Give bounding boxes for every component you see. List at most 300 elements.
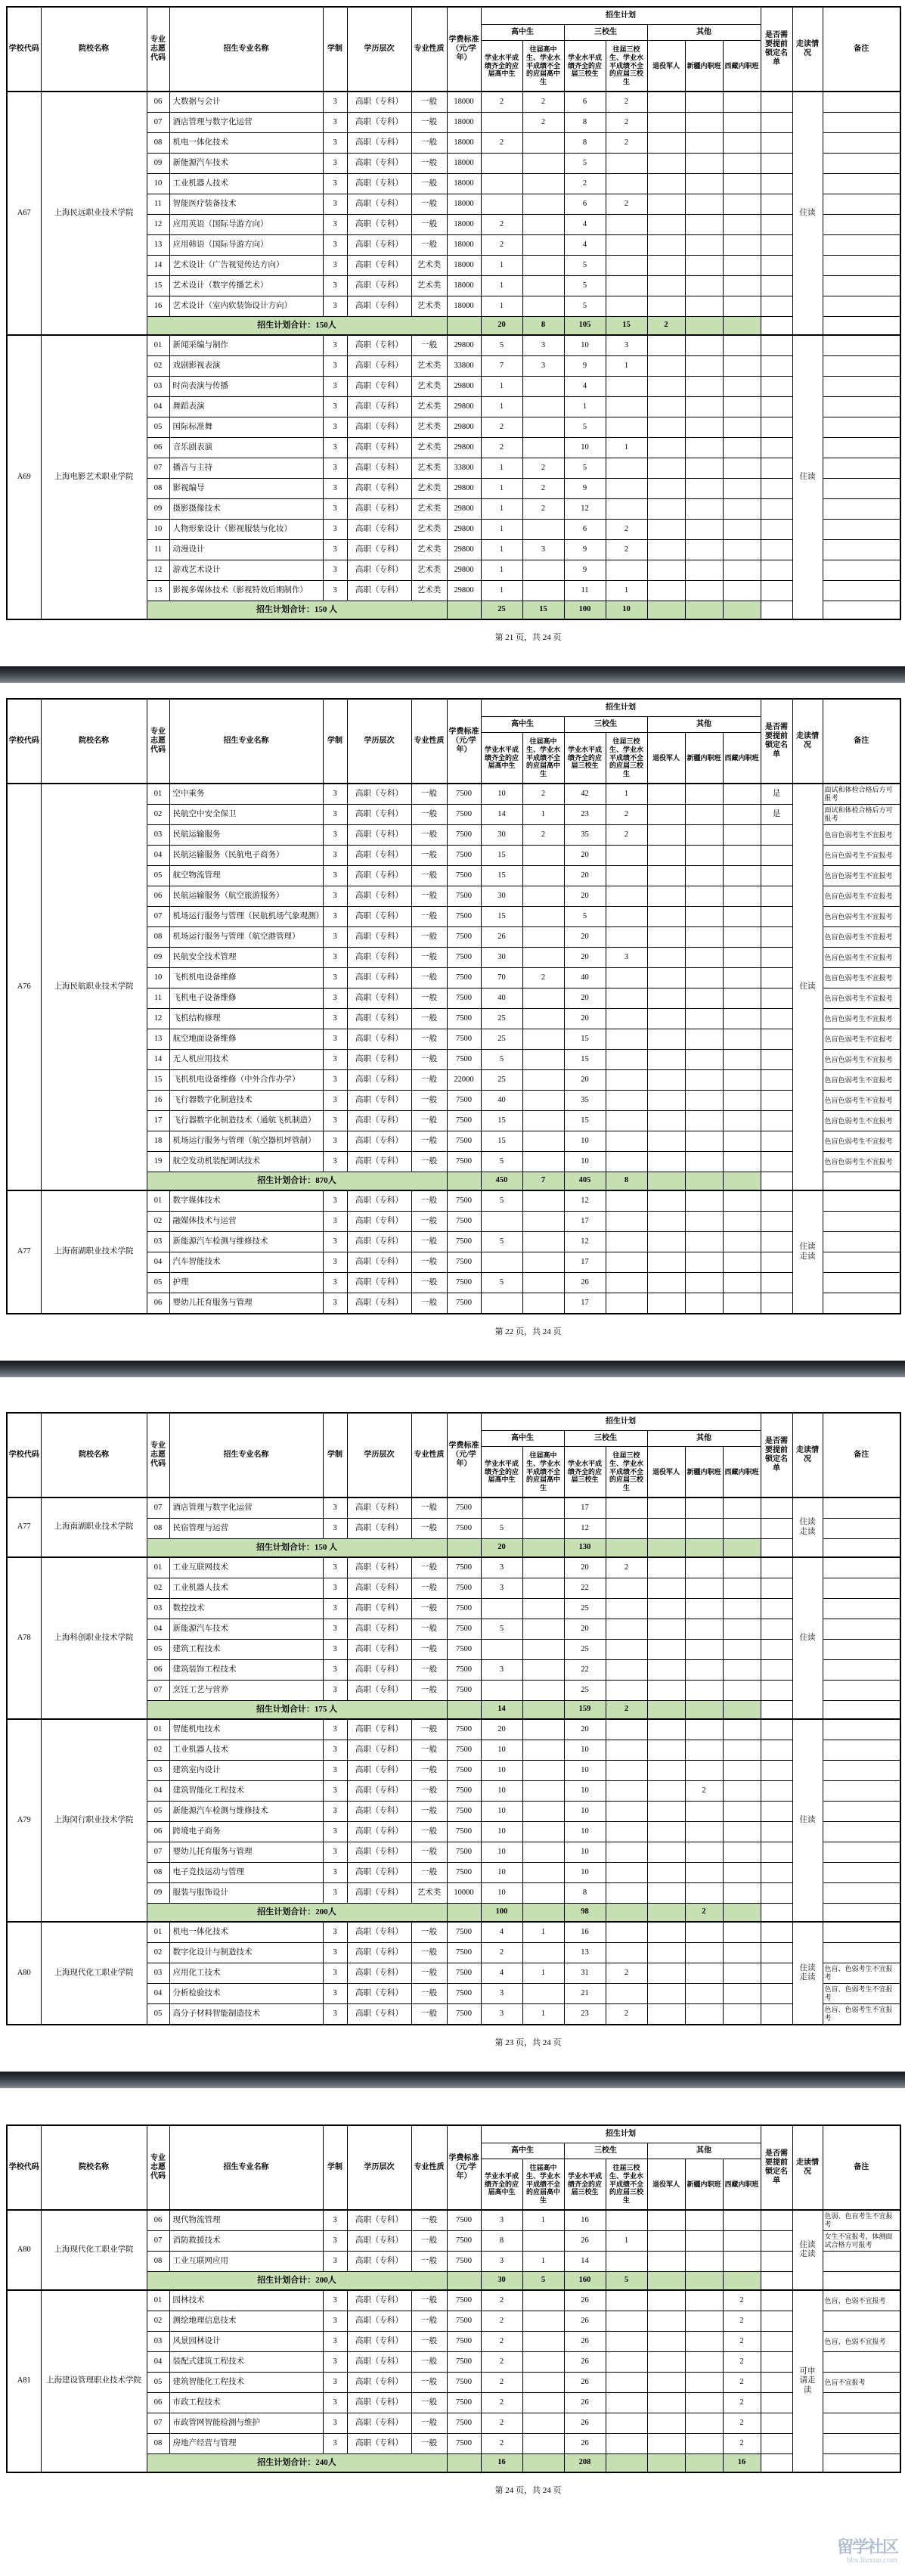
remark-cell <box>823 1557 900 1578</box>
major-preference-code-cell: 04 <box>147 1619 169 1640</box>
plan-c6-cell <box>685 1131 723 1152</box>
lock-list-cell <box>761 989 792 1009</box>
study-years-cell: 3 <box>323 256 347 276</box>
study-years-cell: 3 <box>323 2004 347 2025</box>
major-nature-cell: 一般 <box>411 2352 447 2373</box>
study-years-cell: 3 <box>323 154 347 174</box>
study-years-cell: 3 <box>323 1963 347 1984</box>
plan-c2-cell <box>522 1091 564 1111</box>
study-years-cell: 3 <box>323 1091 347 1111</box>
total-c6-cell <box>685 1701 723 1720</box>
column-header-fee: 学费标准（元/学年） <box>447 1413 481 1497</box>
plan-c3-cell: 20 <box>564 989 606 1009</box>
tuition-fee-cell: 7500 <box>447 886 481 907</box>
plan-c2-cell <box>522 1761 564 1781</box>
education-level-cell: 高职（专科） <box>347 540 411 560</box>
plan-c7-cell <box>723 1781 761 1802</box>
study-years-cell: 3 <box>323 2434 347 2454</box>
plan-c1-cell: 5 <box>481 1519 522 1539</box>
study-years-cell: 3 <box>323 927 347 948</box>
plan-c2-cell: 1 <box>522 2210 564 2231</box>
plan-c2-cell <box>522 1273 564 1293</box>
plan-c7-cell <box>723 1152 761 1172</box>
plan-c7-cell <box>723 520 761 540</box>
plan-c5-cell <box>647 235 685 256</box>
major-preference-code-cell: 02 <box>147 1740 169 1761</box>
plan-c2-cell <box>522 2352 564 2373</box>
tuition-fee-cell: 7500 <box>447 2231 481 2252</box>
major-nature-cell: 艺术类 <box>411 581 447 601</box>
column-header-fee: 学费标准（元/学年） <box>447 7 481 92</box>
plan-c7-cell <box>723 846 761 866</box>
column-header-dorm: 走读情况 <box>792 7 823 92</box>
column-header-college_name: 院校名称 <box>41 2125 147 2210</box>
total-c2-cell: 8 <box>522 317 564 336</box>
remark-cell <box>823 2393 900 2413</box>
study-years-cell: 3 <box>323 1640 347 1660</box>
study-years-cell: 3 <box>323 825 347 846</box>
plan-c7-cell <box>723 866 761 886</box>
plan-c3-cell: 22 <box>564 1578 606 1599</box>
plan-c2-cell <box>522 2393 564 2413</box>
lock-list-cell <box>761 174 792 194</box>
plan-c3-cell: 5 <box>564 458 606 479</box>
lock-list-cell <box>761 520 792 540</box>
plan-c4-cell <box>606 1578 647 1599</box>
plan-c4-cell <box>606 2352 647 2373</box>
plan-c2-cell: 2 <box>522 499 564 520</box>
remark-cell <box>823 1578 900 1599</box>
remark-cell <box>823 479 900 499</box>
plan-c5-cell <box>647 1578 685 1599</box>
major-nature-cell: 一般 <box>411 1842 447 1863</box>
plan-c6-cell <box>685 1578 723 1599</box>
plan-c4-cell <box>606 1863 647 1883</box>
plan-c5-cell <box>647 154 685 174</box>
plan-c1-cell: 2 <box>481 2413 522 2434</box>
remark-cell <box>823 499 900 520</box>
plan-c7-cell <box>723 1190 761 1212</box>
tuition-fee-cell: 7500 <box>447 2210 481 2231</box>
plan-c6-cell <box>685 784 723 805</box>
plan-total-label: 招生计划合计：870人 <box>147 1172 447 1191</box>
total-c4-cell: 2 <box>606 1701 647 1720</box>
plan-c1-cell: 25 <box>481 1070 522 1091</box>
education-level-cell: 高职（专科） <box>347 2004 411 2025</box>
plan-c1-cell: 2 <box>481 215 522 235</box>
major-preference-code-cell: 05 <box>147 1802 169 1822</box>
plan-c3-cell: 35 <box>564 825 606 846</box>
plan-c7-cell <box>723 2210 761 2231</box>
page-divider <box>0 1361 905 1377</box>
major-name-cell: 装配式建筑工程技术 <box>169 2352 323 2373</box>
plan-c3-cell: 2 <box>564 174 606 194</box>
plan-c7-cell <box>723 458 761 479</box>
tuition-fee-cell: 7500 <box>447 1619 481 1640</box>
major-name-cell: 时尚表演与传播 <box>169 377 323 397</box>
plan-c3-cell: 20 <box>564 886 606 907</box>
plan-c1-cell: 2 <box>481 133 522 154</box>
major-nature-cell: 一般 <box>411 805 447 825</box>
study-years-cell: 3 <box>323 1232 347 1252</box>
study-years-cell: 3 <box>323 92 347 113</box>
remark-cell <box>823 1619 900 1640</box>
remark-cell <box>823 1761 900 1781</box>
plan-c4-cell <box>606 1050 647 1070</box>
plan-c6-cell <box>685 1557 723 1578</box>
remark-cell <box>823 256 900 276</box>
remark-cell: 色盲色弱考生不宜报考 <box>823 846 900 866</box>
major-nature-cell: 一般 <box>411 1619 447 1640</box>
remark-cell <box>823 215 900 235</box>
major-nature-cell: 一般 <box>411 2290 447 2311</box>
study-years-cell: 3 <box>323 2352 347 2373</box>
plan-c1-cell: 2 <box>481 92 522 113</box>
column-header-years: 学制 <box>323 1413 347 1497</box>
plan-c3-cell: 10 <box>564 1781 606 1802</box>
institution-code: A67 <box>7 92 41 335</box>
plan-c5-cell <box>647 174 685 194</box>
plan-c4-cell <box>606 154 647 174</box>
plan-c6-cell <box>685 1863 723 1883</box>
plan-c6-cell <box>685 2373 723 2393</box>
plan-c6-cell <box>685 1273 723 1293</box>
plan-c4-cell <box>606 2434 647 2454</box>
tuition-fee-cell: 7500 <box>447 1050 481 1070</box>
major-nature-cell: 一般 <box>411 1963 447 1984</box>
column-header-other-group: 其他 <box>647 2143 761 2159</box>
plan-c4-cell: 2 <box>606 805 647 825</box>
tuition-fee-cell: 29800 <box>447 417 481 438</box>
major-preference-code-cell: 06 <box>147 438 169 458</box>
major-preference-code-cell: 06 <box>147 886 169 907</box>
plan-c1-cell: 1 <box>481 256 522 276</box>
plan-c7-cell <box>723 1497 761 1519</box>
plan-c7-cell <box>723 927 761 948</box>
study-years-cell: 3 <box>323 1190 347 1212</box>
column-header-c2: 往届高中生、学业水平成绩不全的应届高中生 <box>522 41 564 92</box>
remark-cell <box>823 1883 900 1904</box>
major-preference-code-cell: 12 <box>147 215 169 235</box>
column-header-remark: 备注 <box>823 699 900 784</box>
lock-list-cell <box>761 2311 792 2332</box>
plan-c4-cell <box>606 2373 647 2393</box>
major-nature-cell: 艺术类 <box>411 356 447 377</box>
plan-c3-cell: 26 <box>564 2413 606 2434</box>
major-name-cell: 酒店管理与数字化运营 <box>169 1497 323 1519</box>
total-c7-cell <box>723 1539 761 1558</box>
plan-c5-cell <box>647 276 685 296</box>
lock-list-cell <box>761 1497 792 1519</box>
plan-c5-cell <box>647 2332 685 2352</box>
lock-list-cell <box>761 1619 792 1640</box>
document-root <box>0 6 905 2576</box>
plan-c4-cell: 2 <box>606 825 647 846</box>
lock-list-cell <box>761 2004 792 2025</box>
education-level-cell: 高职（专科） <box>347 1781 411 1802</box>
plan-c7-cell <box>723 1273 761 1293</box>
column-header-c2: 往届高中生、学业水平成绩不全的应届高中生 <box>522 733 564 784</box>
column-header-other-group: 其他 <box>647 1431 761 1447</box>
institution-name: 上海建设管理职业技术学院 <box>41 2290 147 2472</box>
major-preference-code-cell: 14 <box>147 256 169 276</box>
remark-cell <box>823 520 900 540</box>
plan-c7-cell <box>723 479 761 499</box>
plan-c2-cell <box>522 1822 564 1842</box>
plan-c7-cell: 2 <box>723 2373 761 2393</box>
major-name-cell: 融媒体技术与运营 <box>169 1212 323 1232</box>
education-level-cell: 高职（专科） <box>347 846 411 866</box>
plan-c5-cell <box>647 2373 685 2393</box>
plan-c6-cell <box>685 113 723 133</box>
tuition-fee-cell: 7500 <box>447 1029 481 1050</box>
lock-list-cell <box>761 927 792 948</box>
education-level-cell: 高职（专科） <box>347 1681 411 1701</box>
plan-c2-cell: 3 <box>522 540 564 560</box>
plan-c7-cell <box>723 215 761 235</box>
plan-c2-cell <box>522 438 564 458</box>
major-name-cell: 民航运输服务（民航电子商务） <box>169 846 323 866</box>
plan-c7-cell <box>723 1519 761 1539</box>
plan-c4-cell <box>606 458 647 479</box>
column-header-other-group: 其他 <box>647 25 761 41</box>
plan-c4-cell <box>606 1070 647 1091</box>
lock-list-cell: 是 <box>761 784 792 805</box>
plan-c3-cell: 26 <box>564 1273 606 1293</box>
major-preference-code-cell: 01 <box>147 335 169 356</box>
tuition-fee-cell: 7500 <box>447 2434 481 2454</box>
plan-c1-cell: 10 <box>481 1740 522 1761</box>
remark-cell <box>823 1842 900 1863</box>
major-preference-code-cell: 04 <box>147 846 169 866</box>
education-level-cell: 高职（专科） <box>347 1029 411 1050</box>
major-name-cell: 民航运输服务 <box>169 825 323 846</box>
plan-c5-cell <box>647 113 685 133</box>
study-years-cell: 3 <box>323 2231 347 2252</box>
total-remark-cell <box>823 601 900 620</box>
total-c7-cell <box>723 1172 761 1191</box>
education-level-cell: 高职（专科） <box>347 1050 411 1070</box>
column-header-school_code: 学校代码 <box>7 7 41 92</box>
major-preference-code-cell: 10 <box>147 520 169 540</box>
plan-c6-cell <box>685 989 723 1009</box>
lock-list-cell <box>761 235 792 256</box>
plan-c4-cell <box>606 1842 647 1863</box>
table-row <box>7 1190 900 1212</box>
education-level-cell: 高职（专科） <box>347 886 411 907</box>
plan-c5-cell <box>647 1293 685 1314</box>
plan-c4-cell <box>606 276 647 296</box>
education-level-cell: 高职（专科） <box>347 154 411 174</box>
major-preference-code-cell: 03 <box>147 2332 169 2352</box>
tuition-fee-cell: 7500 <box>447 846 481 866</box>
lock-list-cell <box>761 1009 792 1029</box>
plan-c5-cell <box>647 356 685 377</box>
column-header-c1: 学业水平成绩齐全的应届高中生 <box>481 2159 522 2211</box>
column-header-major_name: 招生专业名称 <box>169 2125 323 2210</box>
plan-c5-cell <box>647 1273 685 1293</box>
plan-c6-cell <box>685 2413 723 2434</box>
major-nature-cell: 一般 <box>411 989 447 1009</box>
major-name-cell: 机场运行服务与管理（航空港管理） <box>169 927 323 948</box>
plan-c1-cell <box>481 1599 522 1619</box>
institution-code: A81 <box>7 2290 41 2472</box>
plan-c6-cell <box>685 1497 723 1519</box>
column-header-years: 学制 <box>323 699 347 784</box>
education-level-cell: 高职（专科） <box>347 458 411 479</box>
education-level-cell: 高职（专科） <box>347 2311 411 2332</box>
major-preference-code-cell: 11 <box>147 194 169 215</box>
study-years-cell: 3 <box>323 215 347 235</box>
education-level-cell: 高职（专科） <box>347 784 411 805</box>
education-level-cell: 高职（专科） <box>347 1619 411 1640</box>
table-header <box>7 2125 900 2210</box>
plan-c5-cell <box>647 499 685 520</box>
plan-c7-cell <box>723 1681 761 1701</box>
major-preference-code-cell: 08 <box>147 133 169 154</box>
plan-c2-cell <box>522 1557 564 1578</box>
major-nature-cell: 一般 <box>411 2210 447 2231</box>
tuition-fee-cell: 7500 <box>447 948 481 968</box>
column-header-c3: 学业水平成绩齐全的应届三校生 <box>564 733 606 784</box>
total-remark-cell <box>823 1539 900 1558</box>
major-preference-code-cell: 05 <box>147 866 169 886</box>
lock-list-cell <box>761 356 792 377</box>
column-header-ss-group: 三校生 <box>564 1431 647 1447</box>
plan-c6-cell <box>685 2311 723 2332</box>
major-preference-code-cell: 01 <box>147 1557 169 1578</box>
column-header-ss-group: 三校生 <box>564 2143 647 2159</box>
major-nature-cell: 一般 <box>411 154 447 174</box>
plan-c1-cell: 40 <box>481 989 522 1009</box>
plan-c6-cell <box>685 540 723 560</box>
plan-c7-cell <box>723 113 761 133</box>
plan-c5-cell <box>647 1822 685 1842</box>
major-name-cell: 工业机器人技术 <box>169 1740 323 1761</box>
major-nature-cell: 一般 <box>411 1660 447 1681</box>
plan-c3-cell: 26 <box>564 2373 606 2393</box>
major-nature-cell: 一般 <box>411 1070 447 1091</box>
plan-c7-cell <box>723 1009 761 1029</box>
plan-c6-cell <box>685 1681 723 1701</box>
major-preference-code-cell: 05 <box>147 1640 169 1660</box>
education-level-cell: 高职（专科） <box>347 479 411 499</box>
total-c2-cell <box>522 1904 564 1923</box>
lock-list-cell <box>761 1660 792 1681</box>
major-name-cell: 飞机机电设备维修（中外合作办学） <box>169 1070 323 1091</box>
institution-name: 上海南湖职业技术学院 <box>41 1497 147 1557</box>
plan-c1-cell: 8 <box>481 2231 522 2252</box>
lock-list-cell <box>761 1050 792 1070</box>
plan-c6-cell <box>685 377 723 397</box>
plan-c3-cell: 17 <box>564 1497 606 1519</box>
major-preference-code-cell: 16 <box>147 1091 169 1111</box>
plan-c6-cell <box>685 1599 723 1619</box>
column-header-plan-group: 招生计划 <box>481 699 761 717</box>
plan-c6-cell: 2 <box>685 1781 723 1802</box>
education-level-cell: 高职（专科） <box>347 1599 411 1619</box>
remark-cell <box>823 1232 900 1252</box>
plan-c4-cell <box>606 2252 647 2272</box>
plan-c2-cell: 1 <box>522 2004 564 2025</box>
total-c3-cell: 98 <box>564 1904 606 1923</box>
plan-c2-cell <box>522 1497 564 1519</box>
plan-c6-cell <box>685 825 723 846</box>
column-header-c5: 退役军人 <box>647 2159 685 2211</box>
major-nature-cell: 一般 <box>411 1252 447 1273</box>
plan-c6-cell <box>685 1091 723 1111</box>
plan-c6-cell <box>685 2290 723 2311</box>
education-level-cell: 高职（专科） <box>347 2231 411 2252</box>
major-nature-cell: 一般 <box>411 1009 447 1029</box>
plan-c4-cell: 2 <box>606 1963 647 1984</box>
lock-list-cell <box>761 215 792 235</box>
major-name-cell: 服装与服饰设计 <box>169 1883 323 1904</box>
plan-c6-cell <box>685 1761 723 1781</box>
plan-c1-cell: 2 <box>481 2393 522 2413</box>
remark-cell: 色盲色弱考生不宜报考 <box>823 968 900 989</box>
study-years-cell: 3 <box>323 1557 347 1578</box>
major-nature-cell: 一般 <box>411 1922 447 1943</box>
plan-c3-cell: 21 <box>564 1984 606 2004</box>
column-header-fee: 学费标准（元/学年） <box>447 699 481 784</box>
major-name-cell: 艺术设计（广告视觉传达方向） <box>169 256 323 276</box>
plan-c7-cell <box>723 154 761 174</box>
column-header-c4: 往届三校生、学业水平成绩不全的应届三校生 <box>606 2159 647 2211</box>
plan-c5-cell <box>647 1029 685 1050</box>
plan-c7-cell: 2 <box>723 2311 761 2332</box>
plan-c6-cell <box>685 256 723 276</box>
major-nature-cell: 一般 <box>411 2373 447 2393</box>
major-name-cell: 园林技术 <box>169 2290 323 2311</box>
plan-c1-cell: 1 <box>481 276 522 296</box>
remark-cell <box>823 1719 900 1740</box>
major-preference-code-cell: 07 <box>147 1681 169 1701</box>
remark-cell: 色盲色弱考生不宜报考 <box>823 927 900 948</box>
plan-c1-cell: 70 <box>481 968 522 989</box>
major-preference-code-cell: 09 <box>147 499 169 520</box>
education-level-cell: 高职（专科） <box>347 235 411 256</box>
tuition-fee-cell: 33800 <box>447 458 481 479</box>
total-lock-cell <box>761 1539 792 1558</box>
plan-c5-cell <box>647 1719 685 1740</box>
plan-c6-cell <box>685 1883 723 1904</box>
plan-c5-cell <box>647 2210 685 2231</box>
column-header-plan-group: 招生计划 <box>481 7 761 25</box>
plan-c6-cell <box>685 2252 723 2272</box>
column-header-level: 学历层次 <box>347 2125 411 2210</box>
column-header-c7: 西藏内职班 <box>723 2159 761 2211</box>
column-header-college_name: 院校名称 <box>41 7 147 92</box>
plan-c5-cell <box>647 417 685 438</box>
plan-c2-cell <box>522 235 564 256</box>
major-name-cell: 播音与主持 <box>169 458 323 479</box>
plan-c4-cell <box>606 2311 647 2332</box>
plan-c4-cell <box>606 1660 647 1681</box>
plan-c3-cell: 20 <box>564 927 606 948</box>
plan-c7-cell: 2 <box>723 2290 761 2311</box>
lock-list-cell <box>761 907 792 927</box>
remark-cell <box>823 540 900 560</box>
plan-c7-cell <box>723 499 761 520</box>
plan-c1-cell: 1 <box>481 296 522 317</box>
plan-c5-cell <box>647 1050 685 1070</box>
plan-c6-cell <box>685 907 723 927</box>
plan-c2-cell <box>522 2413 564 2434</box>
remark-cell: 色盲色弱考生不宜报考 <box>823 989 900 1009</box>
major-nature-cell: 一般 <box>411 2393 447 2413</box>
study-years-cell: 3 <box>323 335 347 356</box>
